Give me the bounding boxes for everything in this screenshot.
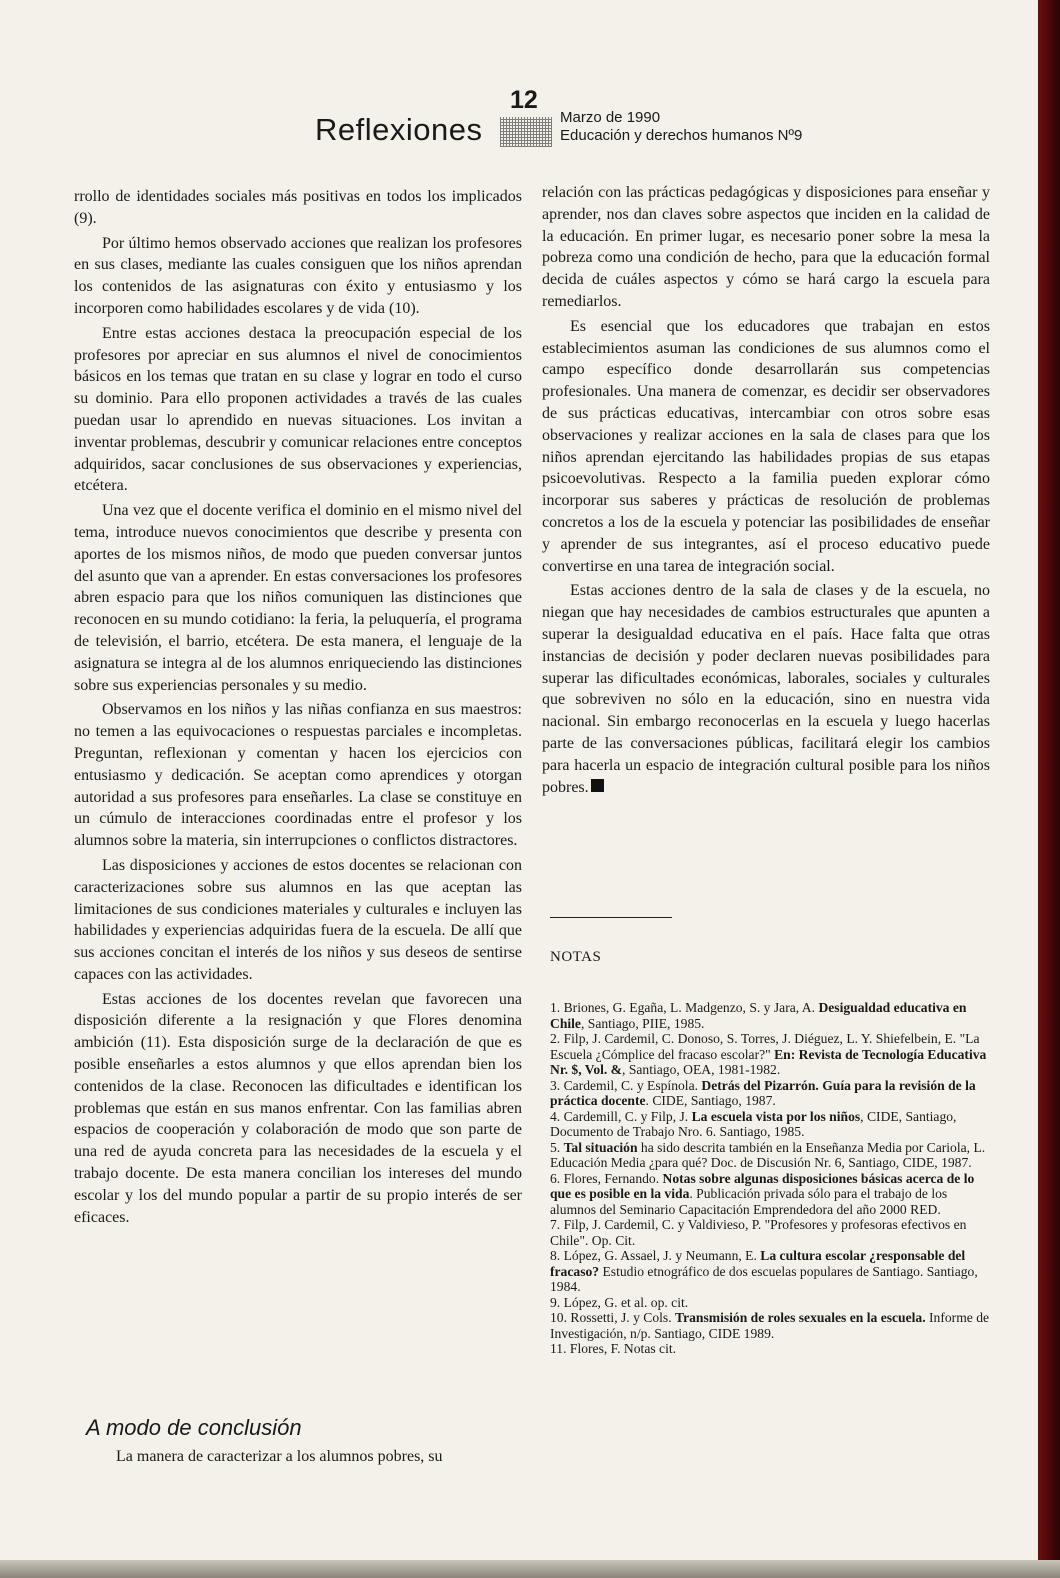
header-pattern-block (500, 117, 552, 147)
note-pre-text: 11. Flores, F. Notas cit. (550, 1341, 677, 1356)
note-item (550, 1031, 990, 1078)
note-item (550, 1000, 990, 1031)
note-pre-text: 1. Briones, G. Egaña, L. Madgenzo, S. y Jara, A. (550, 1000, 819, 1015)
note-post-text: , CIDE, Santiago, Documento de Trabajo Nro. 6. Santiago, 1985. (550, 1108, 957, 1139)
paragraph (542, 580, 990, 798)
note-item (550, 1078, 990, 1109)
note-pre-text: 6. Flores, Fernando. (550, 1170, 663, 1186)
note-bold-text: Notas sobre algunas disposiciones básicas acerca de lo que es posible en la vida (550, 1170, 975, 1201)
note-pre-text: 10. Rossetti, J. y Cols. (550, 1310, 676, 1325)
note-bold-text: Detrás del Pizarrón. Guía para la revisión de la práctica docente (550, 1077, 976, 1108)
note-pre-text: 7. Filp, J. Cardemil, C. y Valdivieso, P. "Profesores y profesoras efectivos en Chile". Op. Cit. (550, 1217, 967, 1248)
note-bold-text: Tal situación (563, 1139, 638, 1155)
paragraph-text: Estas acciones dentro de la sala de clases y de la escuela, no niegan que hay necesidades de cambios estructurales que apunten a superar la desigualdad educativa en el país. Hace falta que otras instancias de decisión y poder declaren nuevas posibilidades para superar las dificultades económicas, laborales, sociales y culturales que sobreviven no sólo en la educación, sino en nuestra vida nacional. Sin embargo reconocerlas en la escuela y luego hacerlas parte de las conversaciones públicas, facilitará elegir los cambios para hacerla un espacio de integración cultural posible para los niños pobres. (542, 582, 990, 796)
paragraph: Por último hemos observado acciones que realizan los profesores en sus clases, mediante las cuales consiguen que los niños aprendan los contenidos de las asignaturas con éxito y entusiasmo y los incorporen como habilidades escolares y de vida (10). (74, 234, 522, 317)
page-number: 12 (510, 86, 538, 114)
paragraph: Las disposiciones y acciones de estos docentes se relacionan con caracterizaciones sobre sus alumnos en las que aceptan las limitaciones de sus condiciones materiales y culturales e incluyen las habilidades y experiencias adquiridas fuera de la escuela. De allí que sus acciones concitan el interés de los niños y sus deseos de sentirse capaces con las actividades. (74, 856, 522, 983)
issue-date: Marzo de 1990 (560, 109, 661, 126)
end-of-article-mark (591, 779, 604, 792)
note-post-text: Estudio etnográfico de dos escuelas populares de Santiago. Santiago, 1984. (550, 1263, 978, 1294)
right-column (542, 182, 990, 801)
note-bold-text: Desigualdad educativa en Chile (550, 1000, 967, 1031)
note-post-text: , Santiago, PIIE, 1985. (580, 1015, 705, 1031)
note-post-text: . CIDE, Santiago, 1987. (645, 1093, 776, 1108)
note-item (550, 1109, 990, 1140)
note-item (550, 1140, 990, 1171)
note-bold-text: Transmisión de roles sexuales en la escuela. (675, 1310, 926, 1325)
note-pre-text: 5. (550, 1139, 564, 1155)
note-bold-text: En: Revista de Tecnología Educativa Nr. $, Vol. & (550, 1046, 987, 1077)
note-item (550, 1341, 990, 1357)
page-bottom-edge (0, 1560, 1060, 1578)
paragraph: Entre estas acciones destaca la preocupación especial de los profesores por apreciar en sus alumnos el nivel de conocimientos básicos en los temas que tratan en su clase y lograr en todo el curso su dominio. Para ello proponen actividades a través de las cuales puedan usar lo aprendido en nuevas situaciones. Los invitan a inventar problemas, descubrir y comunicar relaciones entre conceptos adquiridos, sacar conclusiones de sus observaciones y experiencias, etcétera. (74, 324, 522, 495)
paragraph: Estas acciones de los docentes revelan que favorecen una disposición diferente a la resignación y que Flores denomina ambición (11). Esta disposición surge de la declaración de que es posible enseñarles a estos alumnos y que ellos aprendan bien los contenidos de la clase. Reconocen las dificultades e identifican los problemas que están en sus manos enfrentar. Con las familias abren espacios de cooperación y colaboración de modo que son parte de una red de ayuda concreta para las necesidades de la escuela y el trabajo docente. De esta manera concilian los intereses del mundo escolar y los del mundo popular a partir de su propio interés de ser eficaces. (74, 990, 522, 1226)
note-pre-text: 2. Filp, J. Cardemil, C. Donoso, S. Torres, J. Diéguez, L. Y. Shiefelbein, E. "La Escuela ¿Cómplice del fracaso escolar?" (550, 1031, 980, 1062)
note-post-text: , Santiago, OEA, 1981-1982. (622, 1062, 781, 1077)
notes-list (550, 1000, 990, 1357)
note-item (550, 1295, 990, 1311)
binding-edge (1038, 0, 1060, 1578)
note-pre-text: 9. López, G. et al. op. cit. (550, 1294, 689, 1310)
note-item (550, 1248, 990, 1295)
note-bold-text: La cultura escolar ¿responsable del fracaso? (550, 1248, 966, 1279)
notes-heading: NOTAS (550, 949, 602, 965)
note-post-text: ha sido descrita también en la Enseñanza Media por Cariola, L. Educación Media ¿para qué? Doc. de Discusión Nr. 6, Santiago, CIDE, 1987. (550, 1139, 986, 1170)
note-post-text: Informe de Investigación, n/p. Santiago, CIDE 1989. (550, 1310, 990, 1341)
conclusion-first-line: La manera de caracterizar a los alumnos pobres, su (116, 1448, 443, 1465)
issue-subtitle: Educación y derechos humanos Nº9 (560, 127, 803, 144)
note-pre-text: 4. Cardemill, C. y Filp, J. (550, 1108, 692, 1124)
conclusion-heading: A modo de conclusión (86, 1415, 302, 1440)
publication-title: Reflexiones (315, 112, 483, 147)
note-pre-text: 3. Cardemil, C. y Espínola. (550, 1077, 702, 1093)
notes-divider (550, 917, 672, 918)
paragraph: Es esencial que los educadores que trabajan en estos establecimientos asuman las condiciones de sus alumnos como el campo específico donde desarrollarán sus competencias profesionales. Una manera de comenzar, es decidir ser observadores de sus prácticas educativas, intercambiar con otros sobre esas observaciones y realizar acciones en la sala de clases para que los niños aprendan ejercitando las habilidades propias de sus etapas psicoevolutivas. Respecto a la familia pueden explorar cómo incorporar sus saberes y prácticas de resolución de problemas concretos a los de la escuela y potenciar las posibilidades de enseñar y aprender de sus integrantes, así el proceso educativo puede convertirse en una tarea de integración social. (542, 317, 990, 575)
note-pre-text: 8. López, G. Assael, J. y Neumann, E. (550, 1248, 761, 1263)
paragraph: rrollo de identidades sociales más positivas en todos los implicados (9). (74, 188, 522, 227)
note-bold-text: La escuela vista por los niños (691, 1108, 861, 1124)
note-item (550, 1310, 990, 1341)
left-column (74, 186, 522, 1231)
note-post-text: . Publicación privada sólo para el trabajo de los alumnos del Seminario Capacitación Emprendedora del año 2000 RED. (550, 1186, 948, 1217)
paragraph: Observamos en los niños y las niñas confianza en sus maestros: no temen a las equivocaciones o respuestas parciales e incompletas. Preguntan, reflexionan y comentan y hacen los ejercicios con entusiasmo y dedicación. Se aceptan como aprendices y otorgan autoridad a sus profesores para enseñarles. La clase se constituye en un cúmulo de interacciones coordinadas entre el profesor y los alumnos sobre la materia, sin interrupciones o conflictos distractores. (74, 701, 522, 850)
paragraph: Una vez que el docente verifica el dominio en el mismo nivel del tema, introduce nuevos conocimientos que describe y presenta con aportes de los mismos niños, de modo que pueden conversar juntos del asunto que van a aprender. En estas conversaciones los profesores abren espacio para que los niños comuniquen las distinciones que reconocen en su mundo cotidiano: la feria, la peluquería, el programa de televisión, el barrio, etcétera. De esta manera, el lenguaje de la asignatura se integra al de los alumnos enriqueciendo las distinciones sobre sus experiencias personales y su medio. (74, 502, 522, 694)
note-item (550, 1217, 990, 1248)
paragraph: relación con las prácticas pedagógicas y disposiciones para enseñar y aprender, nos dan claves sobre aspectos que inciden en la calidad de la educación. En primer lugar, es necesario poner sobre la mesa la pobreza como una condición de hecho, para que la educación formal decida de cuáles aspectos y cómo se hará cargo la escuela para remediarlos. (542, 184, 990, 310)
note-item (550, 1171, 990, 1218)
